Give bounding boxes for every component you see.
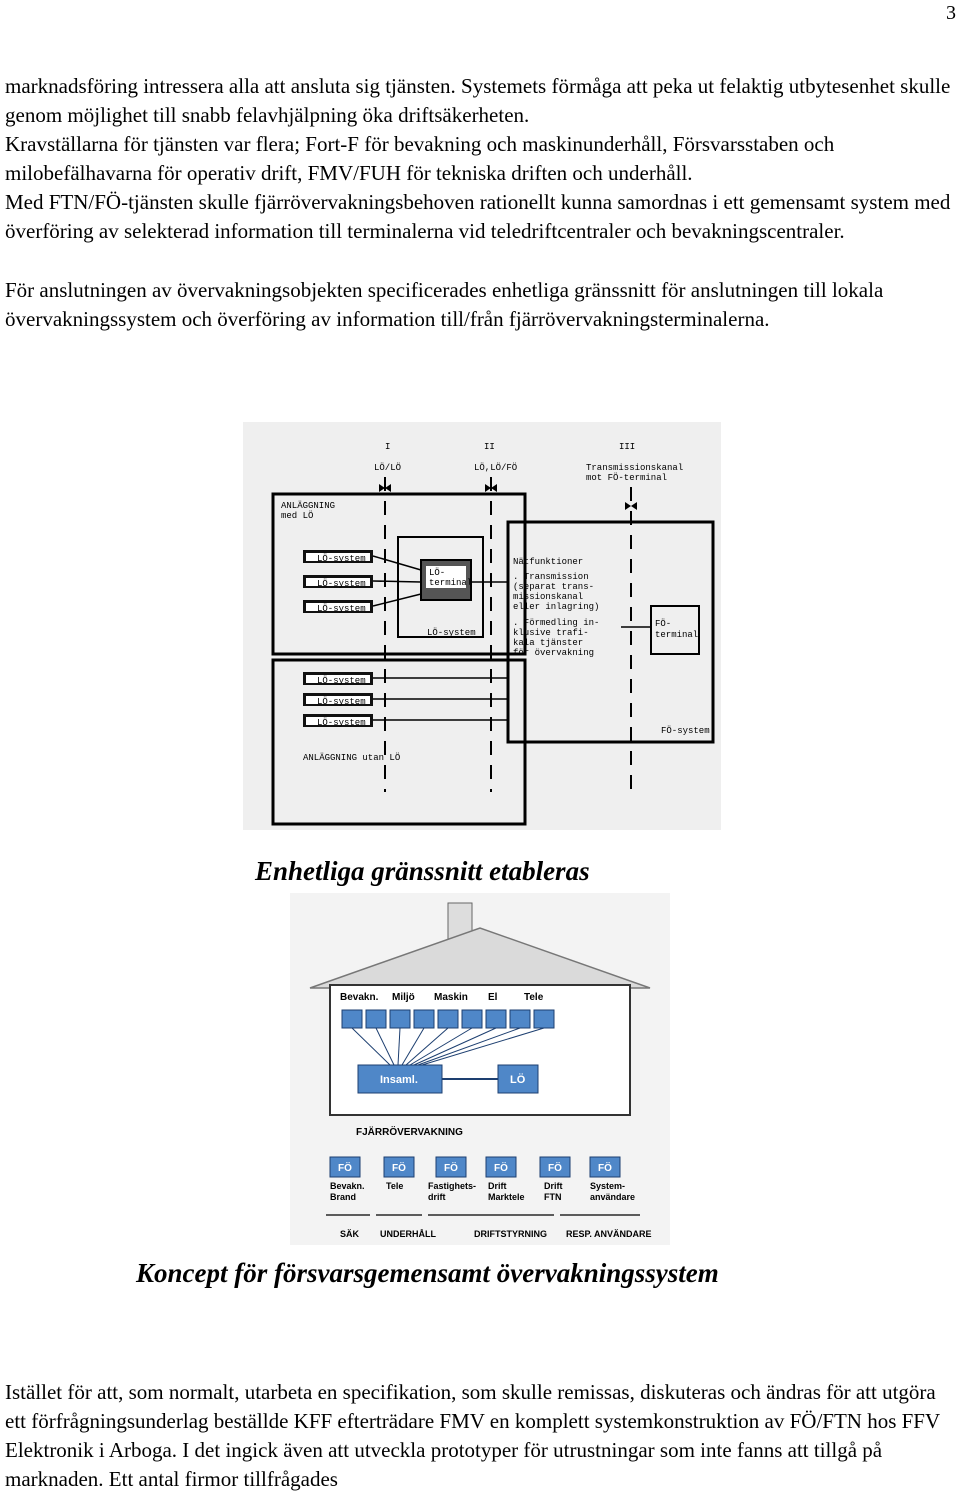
lo-system-5: LÖ-system — [317, 697, 366, 707]
lo-terminal-label-1: LÖ- — [429, 568, 446, 578]
fo-label: Marktele — [488, 1192, 525, 1202]
roman-I: I — [385, 442, 391, 452]
paragraph-4: För anslutningen av övervakningsobjekten specificerades enhetliga gränssnitt för anslutningen till lokala övervakningssystem och överföring av information till/från fjärrövervakningsterminalerna. — [5, 278, 884, 331]
natfunktioner-line: (separat trans- — [513, 582, 595, 592]
transmission-label-1: Transmissionskanal — [586, 463, 684, 473]
roman-III: III — [619, 442, 636, 452]
anlaggning-utan-label: ANLÄGGNING utan LÖ — [303, 753, 401, 763]
paragraph-1: marknadsföring intressera alla att ansluta sig tjänsten. Systemets förmåga att peka ut felaktig utbytesenhet skulle genom möjlighet till snabb felavhjälpning öka driftsäkerheten. — [5, 74, 951, 127]
fo-box-1: FÖ — [338, 1163, 352, 1174]
fo-label: drift — [428, 1192, 446, 1202]
fo-label: Tele — [386, 1181, 404, 1191]
category-tele: Tele — [524, 992, 544, 1003]
bottom-driftstyrning: DRIFTSTYRNING — [474, 1229, 547, 1239]
fo-box-5: FÖ — [548, 1163, 562, 1174]
paragraph-3: Med FTN/FÖ-tjänsten skulle fjärrövervakningsbehoven rationellt kunna samordnas i ett gemensamt system med överföring av selekterad information till terminalerna vid teledriftcentraler och bevakningscentraler. — [5, 190, 951, 243]
natfunktioner-line: kala tjänster — [513, 638, 584, 648]
bottom-sak: SÄK — [340, 1229, 360, 1239]
natfunktioner-line: missionskanal — [513, 592, 584, 602]
natfunktioner-line: . Transmission — [513, 572, 589, 582]
lo-terminal-label-2: terminal — [429, 578, 473, 588]
category-bevakn: Bevakn. — [340, 992, 379, 1003]
lo-system-3: LÖ-system — [317, 604, 366, 614]
natfunktioner-line: eller inlagring) — [513, 602, 600, 612]
fo-label: System- — [590, 1181, 626, 1191]
lo-system-2: LÖ-system — [317, 579, 366, 589]
fo-label: Drift — [544, 1181, 563, 1191]
fo-box-2: FÖ — [392, 1163, 406, 1174]
bottom-resp-anvandare: RESP. ANVÄNDARE — [566, 1229, 652, 1239]
fo-label: Drift — [488, 1181, 507, 1191]
natfunktioner-line: för övervakning — [513, 648, 595, 658]
fo-terminal-label-1: FÖ- — [655, 619, 672, 629]
category-maskin: Maskin — [434, 992, 468, 1003]
paragraph-2: Kravställarna för tjänsten var flera; Fort-F för bevakning och maskinunderhåll, Försvarsstaben och milobefälhavarna för operativ drift, FMV/FUH för tekniska driften och underhåll. — [5, 132, 835, 185]
fjarrovervakning-label: FJÄRRÖVERVAKNING — [356, 1127, 463, 1138]
paragraph-last: Istället för att, som normalt, utarbeta en specifikation, som skulle remissas, diskuteras och ändras för att utgöra ett förfrågningsunderlag beställde KFF efterträdare FMV en komplett systemkonstruktion av FÖ/FTN hos FFV Elektronik i Arboga. I det ingick även att utveckla prototyper för utrustningar som inte fanns att tillgå på marknaden. Ett antal firmor tillfrågades — [5, 1380, 940, 1491]
fo-label: FTN — [544, 1192, 562, 1202]
bottom-underhall: UNDERHÅLL — [380, 1229, 436, 1239]
lo-system-6: LÖ-system — [317, 718, 366, 728]
fo-label: Brand — [330, 1192, 357, 1202]
natfunktioner-line: klusive trafi- — [513, 628, 589, 638]
page-number: 3 — [946, 2, 956, 24]
interface-II-label: LÖ,LÖ/FÖ — [474, 463, 518, 473]
fo-system-label: FÖ-system — [661, 726, 710, 736]
category-el: El — [488, 992, 498, 1003]
anlaggning-med-label-1: ANLÄGGNING — [281, 501, 336, 511]
figure1-caption: Enhetliga gränssnitt etableras — [255, 856, 590, 886]
natfunktioner-line: . Förmedling in- — [513, 618, 600, 628]
fo-terminal-label-2: terminal — [655, 630, 699, 640]
concept-diagram — [290, 893, 670, 1245]
transmission-label-2: mot FÖ-terminal — [586, 473, 668, 483]
lo-label: LÖ — [510, 1074, 526, 1086]
fo-label: användare — [590, 1192, 636, 1202]
category-miljo: Miljö — [392, 992, 415, 1003]
roman-II: II — [484, 442, 495, 452]
anlaggning-med-label-2: med LÖ — [281, 511, 314, 521]
lo-system-group-label: LÖ-system — [427, 628, 476, 638]
fo-label: Bevakn. — [330, 1181, 365, 1191]
natfunktioner-title: Nätfunktioner — [513, 557, 584, 567]
figure2-caption: Koncept för försvarsgemensamt övervakningssystem — [136, 1258, 719, 1288]
fo-box-4: FÖ — [494, 1163, 508, 1174]
fo-label: Fastighets- — [428, 1181, 477, 1191]
lo-system-1: LÖ-system — [317, 554, 366, 564]
interface-I-label: LÖ/LÖ — [374, 463, 402, 473]
fo-box-6: FÖ — [598, 1163, 612, 1174]
fo-box-3: FÖ — [444, 1163, 458, 1174]
insaml-label: Insaml. — [380, 1074, 418, 1086]
lo-system-4: LÖ-system — [317, 676, 366, 686]
interface-diagram — [243, 422, 721, 830]
